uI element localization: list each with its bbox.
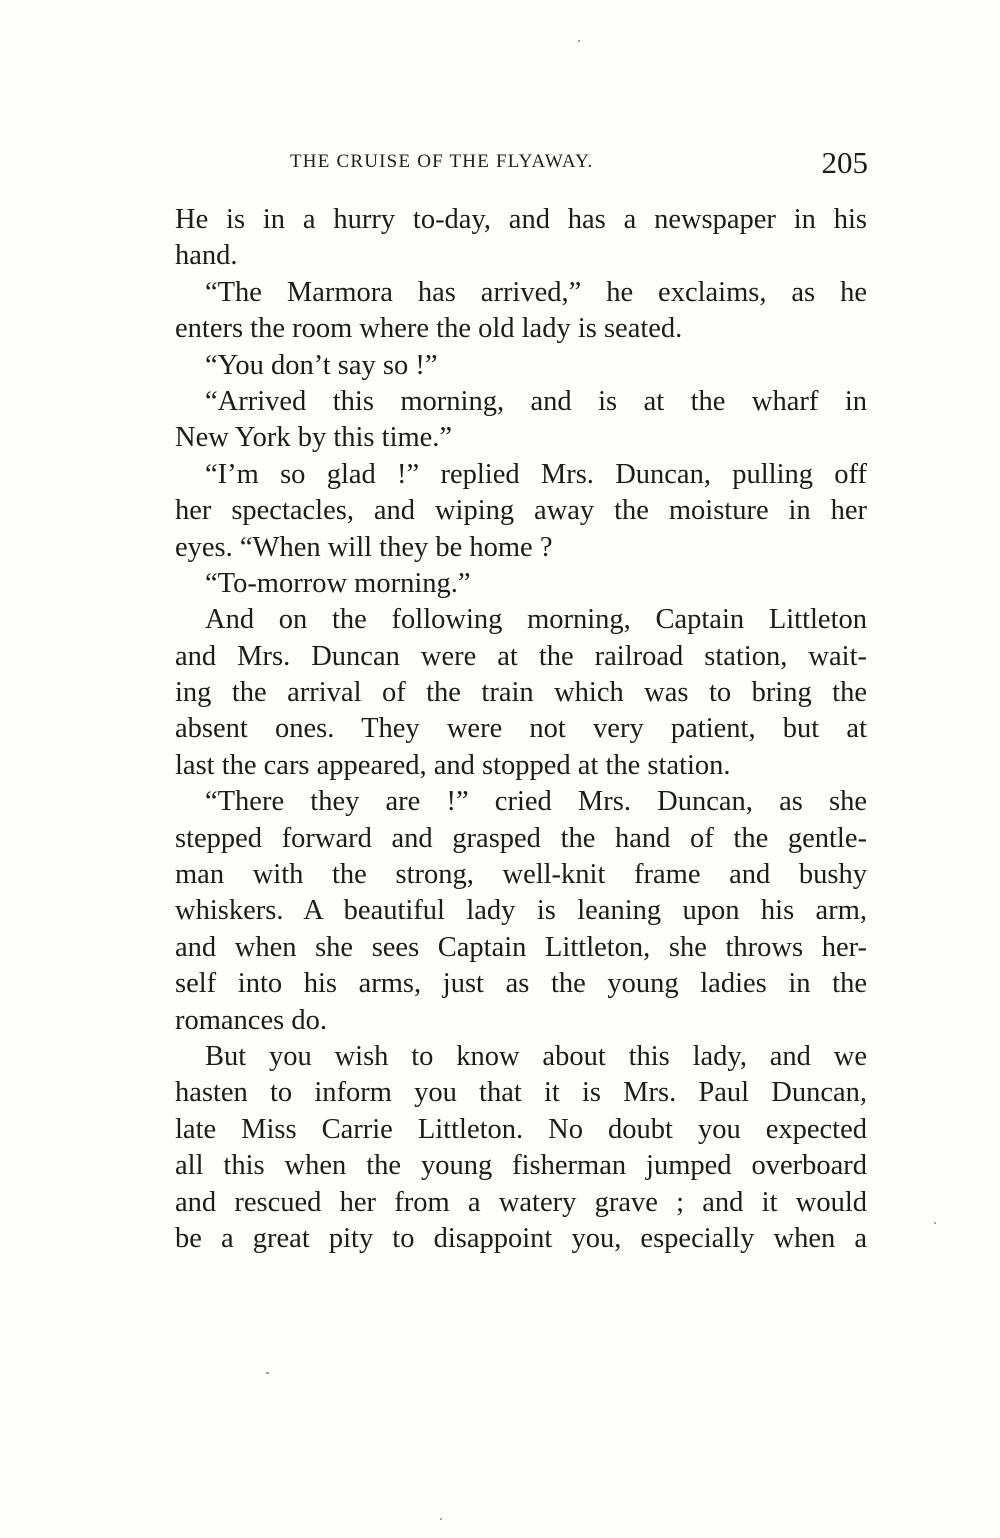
text-line: all this when the young fisherman jumped overboard [175,1150,867,1182]
paper-speck [266,1372,269,1374]
text-line: whiskers. A beautiful lady is leaning upon his arm, [175,895,867,927]
text-line: hand. [175,240,238,272]
running-header [290,145,868,181]
body-text [175,202,867,1257]
text-line: “Arrived this morning, and is at the wharf in [205,385,867,417]
text-line: “To-morrow morning.” [205,567,471,599]
text-line: late Miss Carrie Littleton. No doubt you expected [175,1113,867,1145]
text-line: stepped forward and grasped the hand of the gentle- [175,822,867,854]
paper-speck [934,1222,936,1224]
text-line: “I’m so glad !” replied Mrs. Duncan, pulling off [205,458,867,490]
text-line: He is in a hurry to-day, and has a newspaper in his [175,204,867,235]
text-line: enters the room where the old lady is seated. [175,313,683,345]
text-line: And on the following morning, Captain Littleton [205,604,867,636]
text-line: her spectacles, and wiping away the moisture in her [175,495,867,527]
text-line: eyes. “When will they be home ? [175,531,553,563]
text-line: self into his arms, just as the young ladies in the [175,968,867,1000]
paper-speck [578,40,580,42]
text-line: New York by this time.” [175,422,453,454]
text-line: and Mrs. Duncan were at the railroad station, wait- [175,640,867,672]
text-line: ing the arrival of the train which was to bring the [175,677,867,709]
text-line: be a great pity to disappoint you, especially when a [175,1222,867,1254]
text-line: last the cars appeared, and stopped at the station. [175,749,731,781]
text-line: “There they are !” cried Mrs. Duncan, as she [205,786,867,818]
text-line: “The Marmora has arrived,” he exclaims, as he [205,276,867,308]
text-line: “You don’t say so !” [205,349,438,381]
text-line: absent ones. They were not very patient, but at [175,713,867,745]
text-line: and when she sees Captain Littleton, she throws her- [175,931,867,963]
text-line: man with the strong, well-knit frame and bushy [175,859,867,891]
text-line: and rescued her from a watery grave ; and it would [175,1186,867,1218]
running-title: THE CRUISE OF THE FLYAWAY. [290,151,594,172]
page-number: 205 [821,145,868,180]
text-line: hasten to inform you that it is Mrs. Paul Duncan, [175,1077,867,1109]
text-line: romances do. [175,1004,327,1036]
paper-speck [440,1518,442,1520]
text-line: But you wish to know about this lady, and we [205,1040,867,1072]
